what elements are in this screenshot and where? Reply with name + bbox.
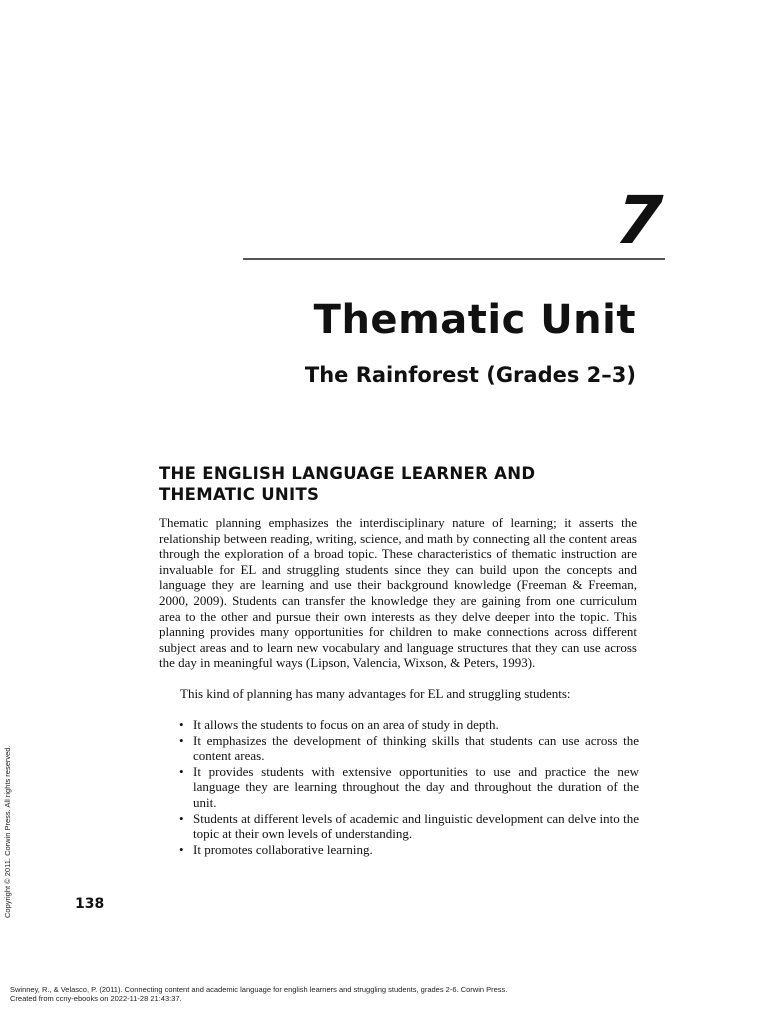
list-item — [179, 733, 639, 764]
body-paragraph-2: This kind of planning has many advantages for EL and struggling students: — [180, 686, 571, 701]
list-item-text: It promotes collaborative learning. — [193, 841, 373, 857]
section-heading — [159, 463, 619, 505]
chapter-title: Thematic Unit — [313, 297, 636, 343]
section-heading-line2: THEMATIC UNITS — [159, 485, 320, 504]
bullet-icon: • — [179, 717, 184, 732]
chapter-divider — [243, 258, 665, 260]
chapter-number: 7 — [613, 182, 665, 259]
bullet-icon: • — [179, 810, 184, 826]
advantages-list — [179, 717, 639, 857]
list-item — [179, 842, 639, 858]
bullet-icon: • — [179, 763, 184, 779]
list-item — [179, 764, 639, 811]
body-paragraph-1: Thematic planning emphasizes the interdisciplinary nature of learning; it asserts the relationship between reading, writing, science, and math by connecting all the content areas through the exploration of a broad topic. These characteristics of thematic instruction are invaluable for EL and struggling students since they can build upon the concepts and language they are learning and use their background knowledge (Freeman & Freeman, 2000, 2009). Students can transfer the knowledge they are gaining from one curriculum area to the other and pursue their own interests as they delve deeper into the topic. This planning provides many opportunities for children to make connections across different subject areas and to learn new vocabulary and language structures that they can use across the day in meaningful ways (Lipson, Valencia, Wixson, & Peters, 1993). — [159, 515, 637, 671]
list-item-text: It emphasizes the development of thinking skills that students can use across the content areas. — [193, 732, 639, 764]
section-heading-line1: THE ENGLISH LANGUAGE LEARNER AND — [159, 464, 536, 483]
footer-created-stamp: Created from ccny-ebooks on 2022-11-28 21:43:37. — [10, 994, 182, 1003]
list-item — [179, 811, 639, 842]
list-item — [179, 717, 639, 733]
bullet-icon: • — [179, 732, 184, 748]
page-number: 138 — [75, 896, 105, 912]
list-item-text: It allows the students to focus on an area of study in depth. — [193, 717, 499, 732]
bullet-icon: • — [179, 841, 184, 857]
list-item-text: It provides students with extensive opportunities to use and practice the new language they are learning throughout the day and throughout the duration of the unit. — [193, 763, 639, 810]
side-copyright-notice: Copyright © 2011. Corwin Press. All rights reserved. — [3, 745, 12, 918]
list-item-text: Students at different levels of academic and linguistic development can delve into the topic at their own levels of understanding. — [193, 810, 639, 842]
footer-citation: Swinney, R., & Velasco, P. (2011). Connecting content and academic language for english learners and struggling students, grades 2-6. Corwin Press. — [10, 985, 508, 994]
chapter-subtitle: The Rainforest (Grades 2–3) — [304, 363, 636, 387]
